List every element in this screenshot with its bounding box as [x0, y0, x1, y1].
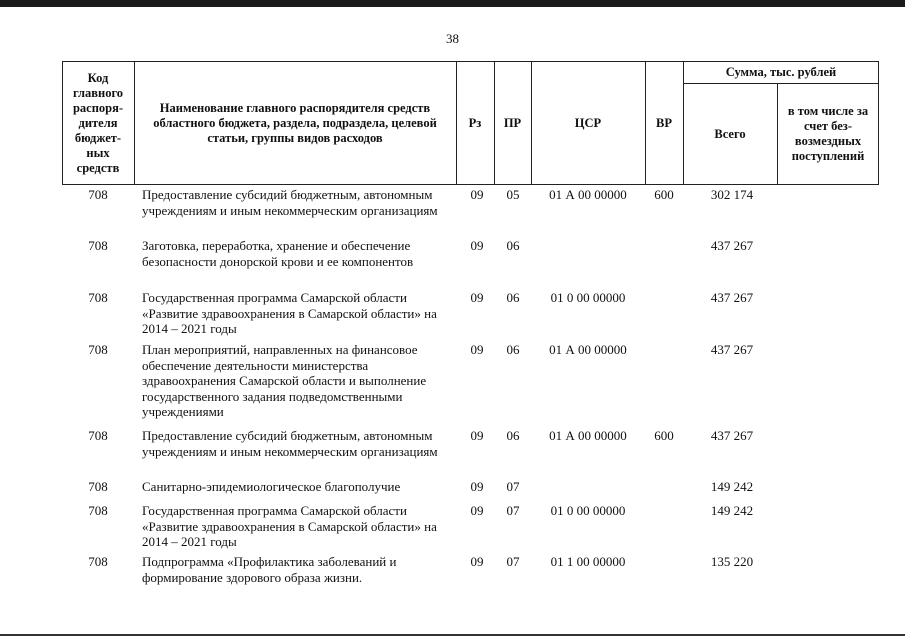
cell-rz: 09 [470, 342, 484, 357]
cell-csr: 01 А 00 00000 [549, 428, 627, 443]
header-pr: ПР [503, 115, 522, 130]
cell-pr: 05 [506, 187, 520, 202]
cell-rz: 09 [470, 290, 484, 305]
cell-name: Подпрограмма «Профилактика заболеваний и формирование здорового образа жизни. [142, 554, 397, 585]
cell-rz: 09 [470, 428, 484, 443]
cell-total: 149 242 [710, 503, 754, 518]
cell-rz: 09 [470, 238, 484, 253]
cell-total: 135 220 [710, 554, 754, 569]
cell-name: Предоставление субсидий бюджетным, автономным учреждениям и иным некоммерческим организациям [142, 428, 438, 459]
cell-pr: 06 [506, 342, 520, 357]
page-number: 38 [446, 31, 459, 46]
cell-vr: 600 [654, 428, 674, 443]
header-code: Код главного распоря-дителя бюджет-ных средств [72, 70, 124, 175]
header-csr: ЦСР [574, 115, 602, 130]
cell-total: 302 174 [710, 187, 754, 202]
cell-name: Предоставление субсидий бюджетным, автономным учреждениям и иным некоммерческим организациям [142, 187, 438, 218]
cell-name: Заготовка, переработка, хранение и обеспечение безопасности донорской крови и ее компонентов [142, 238, 414, 269]
cell-vr: 600 [654, 187, 674, 202]
cell-total: 149 242 [710, 479, 754, 494]
header-vr: ВР [656, 115, 672, 130]
cell-csr: 01 0 00 00000 [550, 290, 626, 305]
bottom-border [0, 634, 905, 636]
cell-name: Государственная программа Самарской области «Развитие здравоохранения в Самарской области» на 2014 – 2021 годы [142, 503, 437, 549]
cell-csr: 01 А 00 00000 [549, 187, 627, 202]
top-border [0, 0, 905, 7]
cell-total: 437 267 [710, 428, 754, 443]
cell-code: 708 [88, 290, 108, 305]
cell-pr: 07 [506, 503, 520, 518]
cell-pr: 06 [506, 290, 520, 305]
header-total: Всего [714, 126, 746, 141]
cell-rz: 09 [470, 187, 484, 202]
cell-rz: 09 [470, 554, 484, 569]
cell-code: 708 [88, 238, 108, 253]
cell-pr: 07 [506, 554, 520, 569]
cell-code: 708 [88, 342, 108, 357]
cell-rz: 09 [470, 479, 484, 494]
cell-csr: 01 А 00 00000 [549, 342, 627, 357]
cell-total: 437 267 [710, 290, 754, 305]
header-rz: Рз [468, 115, 482, 130]
cell-name: Государственная программа Самарской области «Развитие здравоохранения в Самарской области» на 2014 – 2021 годы [142, 290, 437, 336]
cell-pr: 06 [506, 428, 520, 443]
cell-code: 708 [88, 428, 108, 443]
cell-total: 437 267 [710, 238, 754, 253]
cell-code: 708 [88, 187, 108, 202]
cell-csr: 01 0 00 00000 [550, 503, 626, 518]
cell-csr: 01 1 00 00000 [550, 554, 626, 569]
cell-name: Санитарно-эпидемиологическое благополучие [142, 479, 401, 494]
cell-pr: 07 [506, 479, 520, 494]
header-sum-group: Сумма, тыс. рублей [725, 64, 837, 79]
header-incl: в том числе за счет без-возмездных поступлений [787, 104, 869, 163]
cell-code: 708 [88, 503, 108, 518]
cell-total: 437 267 [710, 342, 754, 357]
cell-code: 708 [88, 554, 108, 569]
cell-pr: 06 [506, 238, 520, 253]
cell-name: План мероприятий, направленных на финансовое обеспечение деятельности министерства здравоохранения Самарской области и выполнение государственного задания подведомственными учреждениями [142, 342, 427, 419]
cell-code: 708 [88, 479, 108, 494]
cell-rz: 09 [470, 503, 484, 518]
header-name: Наименование главного распорядителя средств областного бюджета, раздела, подраздела, целевой статьи, группы видов расходов [153, 100, 437, 145]
